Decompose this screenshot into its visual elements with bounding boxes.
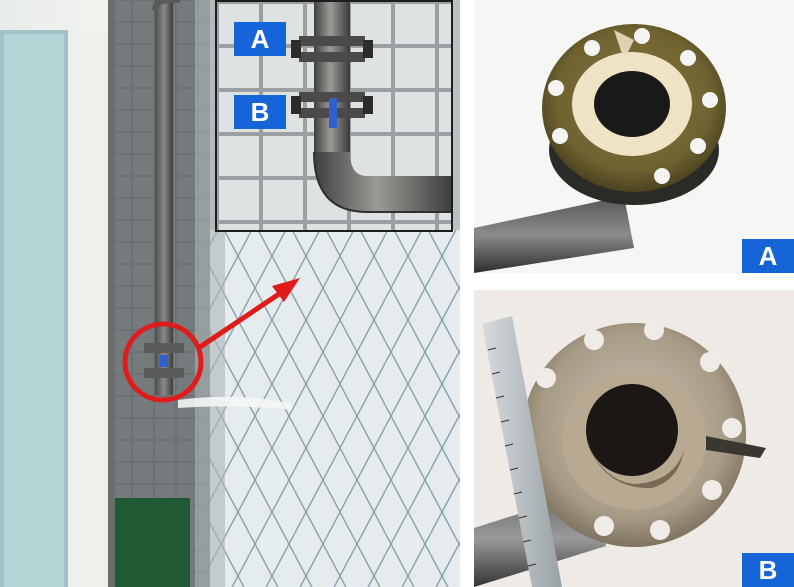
flange-a-image	[474, 0, 794, 273]
inset-closeup	[215, 0, 453, 232]
flange-photo-a	[474, 0, 794, 273]
photo-b-label: B	[742, 553, 794, 587]
flange-b-image	[474, 290, 794, 587]
flange-photo-b	[474, 290, 794, 587]
photo-a-label: A	[742, 239, 794, 273]
inset-label-a: A	[234, 22, 286, 56]
inset-label-b: B	[234, 95, 286, 129]
